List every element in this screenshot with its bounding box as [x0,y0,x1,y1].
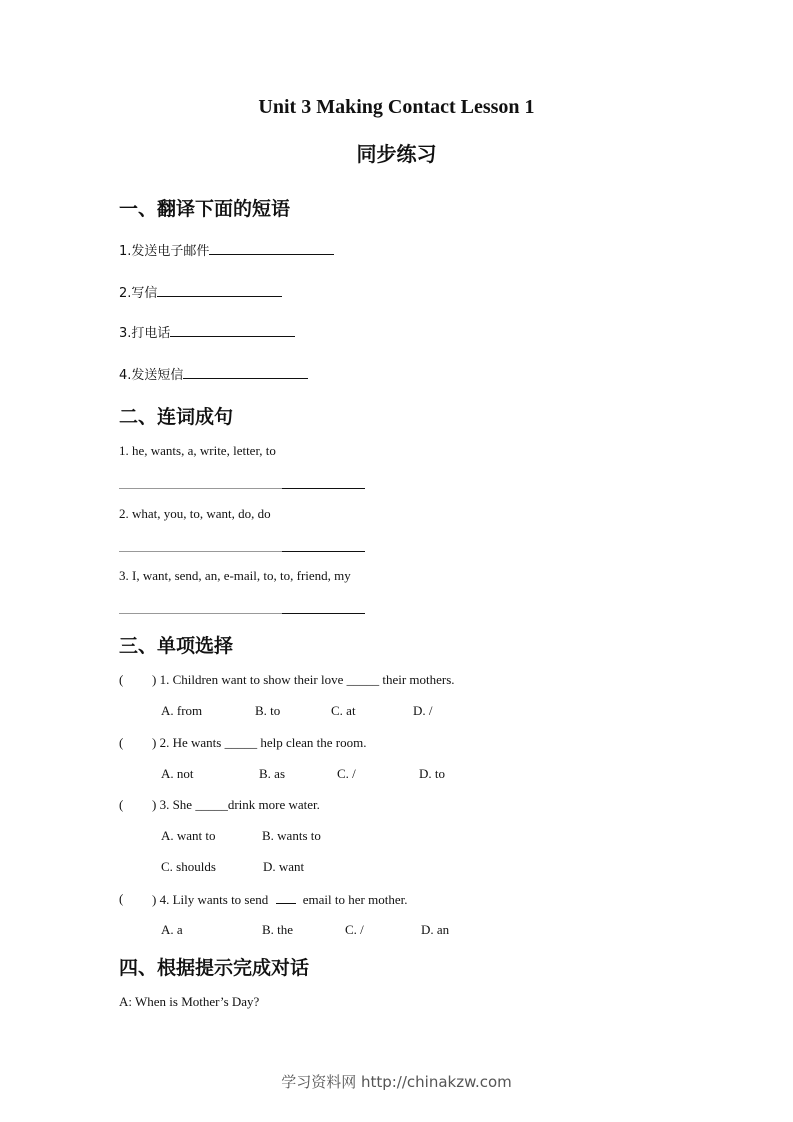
translate-item-1-text: 1.发送电子邮件 [119,244,210,259]
translate-item-4-text: 4.发送短信 [119,368,184,383]
answer-line[interactable] [282,551,365,552]
question-4-text-before: ) 4. Lily wants to send [152,892,269,907]
question-4-option-d[interactable]: D. an [421,922,450,937]
translate-item-3 [119,322,295,341]
question-3-option-b[interactable]: B. wants to [262,828,321,843]
question-2-option-d[interactable]: D. to [419,766,445,781]
sentence-item-3: 3. I, want, send, an, e-mail, to, to, friend, my [119,568,351,583]
translate-item-2-text: 2.写信 [119,286,158,301]
section-heading-dialogue: 四、根据提示完成对话 [119,957,310,979]
question-1-paren[interactable]: ( [119,672,124,687]
footer-watermark: 学习资料网 http://chinakzw.com [281,1073,512,1091]
answer-line-light [119,551,282,552]
question-3-option-c[interactable]: C. shoulds [161,859,216,874]
question-2-option-c[interactable]: C. / [337,766,356,781]
answer-blank[interactable] [276,891,296,904]
question-1-option-c[interactable]: C. at [331,703,356,718]
question-1-text: ) 1. Children want to show their love _____ their mothers. [152,672,455,687]
section-heading-sentence: 二、连词成句 [119,406,234,428]
question-4-option-b[interactable]: B. the [262,922,294,937]
question-2-paren[interactable]: ( [119,735,124,750]
question-1-option-d[interactable]: D. / [413,703,433,718]
answer-line[interactable] [282,613,365,614]
question-3-option-a[interactable]: A. want to [161,828,216,843]
translate-item-2 [119,282,282,301]
section-heading-choice: 三、单项选择 [119,635,234,657]
translate-item-1 [119,240,334,259]
question-3-text: ) 3. She _____drink more water. [152,797,320,812]
question-4-option-a[interactable]: A. a [161,922,183,937]
answer-line-light [119,488,282,489]
sentence-item-2: 2. what, you, to, want, do, do [119,506,271,521]
question-4-paren[interactable]: ( [119,891,124,906]
question-2-option-b[interactable]: B. as [259,766,285,781]
answer-blank[interactable] [170,324,295,337]
page-subtitle: 同步练习 [356,142,437,166]
question-4-text [152,891,407,908]
translate-item-3-text: 3.打电话 [119,326,171,341]
question-1-option-b[interactable]: B. to [255,703,281,718]
question-2-option-a[interactable]: A. not [161,766,194,781]
dialogue-line-1: A: When is Mother’s Day? [119,994,260,1009]
question-2-text: ) 2. He wants _____ help clean the room. [152,735,367,750]
question-4-option-c[interactable]: C. / [345,922,364,937]
answer-blank[interactable] [183,366,308,379]
question-4-text-after: email to her mother. [302,892,408,907]
translate-item-4 [119,364,308,383]
sentence-item-1: 1. he, wants, a, write, letter, to [119,443,276,458]
answer-blank[interactable] [157,284,282,297]
question-1-option-a[interactable]: A. from [161,703,203,718]
question-3-paren[interactable]: ( [119,797,124,812]
answer-blank[interactable] [209,242,334,255]
answer-line[interactable] [282,488,365,489]
answer-line-light [119,613,282,614]
section-heading-translate: 一、翻译下面的短语 [119,198,291,220]
page-title: Unit 3 Making Contact Lesson 1 [258,96,535,118]
question-3-option-d[interactable]: D. want [263,859,305,874]
